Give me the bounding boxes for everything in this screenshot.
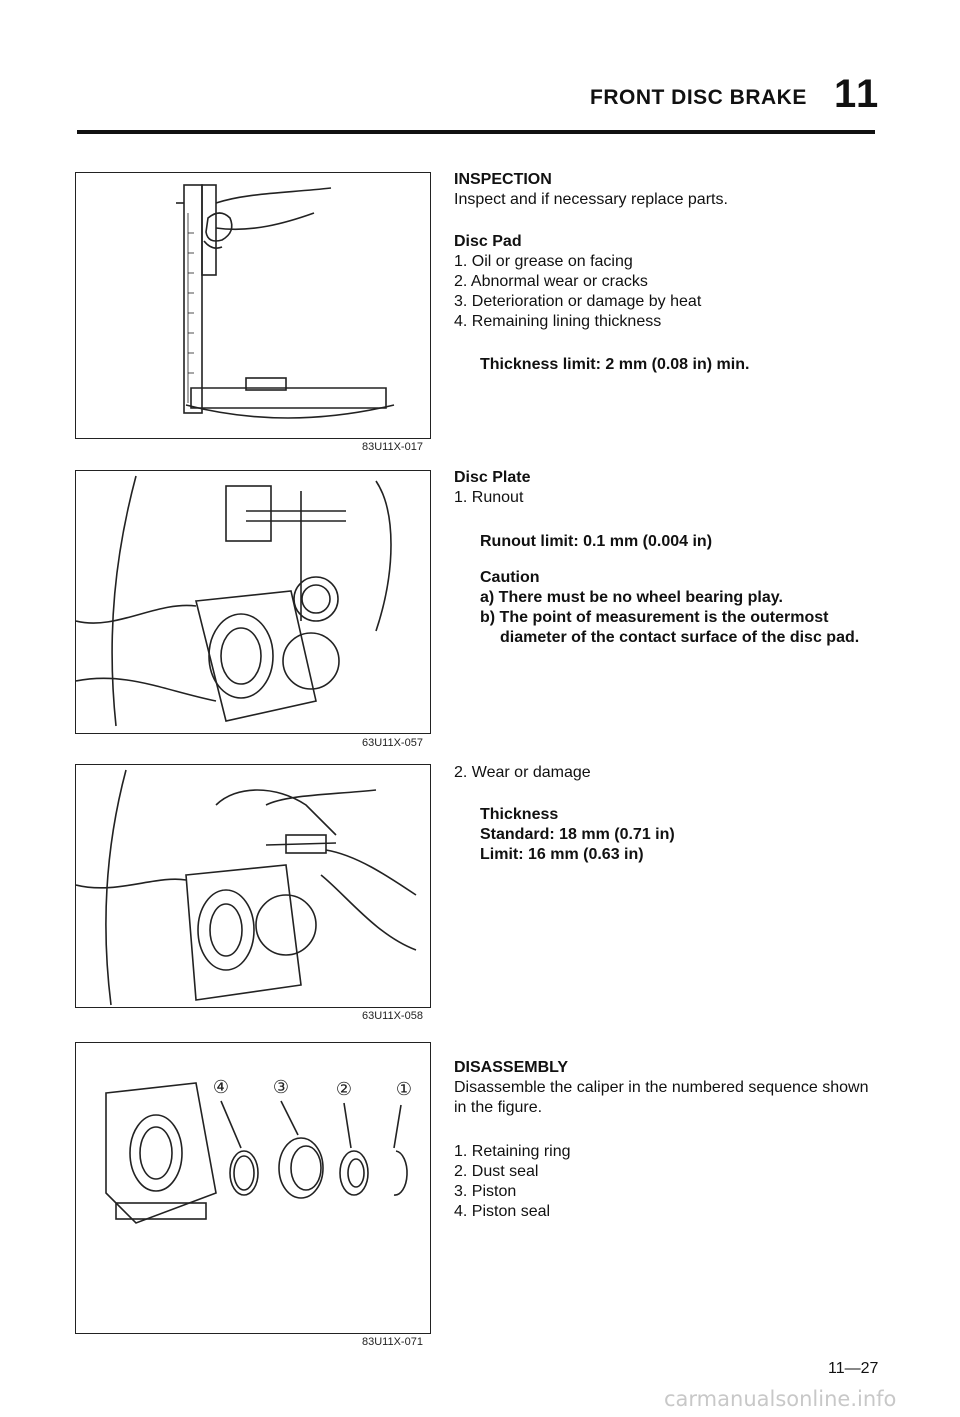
subsection-heading: Disc Plate [454, 469, 531, 486]
micrometer-illustration [76, 765, 430, 1007]
figure-pad-thickness [75, 172, 431, 439]
subsection-heading: Disc Pad [454, 233, 522, 250]
callout-2: ② [335, 1079, 353, 1100]
spec-value: Thickness limit: 2 mm (0.08 in) min. [480, 356, 750, 373]
list-item: 2. Abnormal wear or cracks [454, 273, 648, 290]
list-item: 1. Runout [454, 489, 524, 506]
callout-4: ④ [212, 1077, 230, 1098]
spec-block [480, 805, 675, 865]
inspection-section [454, 170, 728, 210]
figure-caption: 63U11X-058 [362, 1010, 423, 1022]
caution-box [480, 568, 880, 648]
list-item: 1. Retaining ring [454, 1143, 571, 1160]
caliper-exploded-illustration [76, 1043, 430, 1333]
figure-disc-runout [75, 470, 431, 734]
figure-caption: 83U11X-071 [362, 1336, 423, 1348]
figure-caption: 83U11X-017 [362, 441, 423, 453]
disc-plate-section [454, 468, 530, 508]
spec-value: Standard: 18 mm (0.71 in) [480, 826, 675, 843]
list-item: 3. Deterioration or damage by heat [454, 293, 702, 310]
spec-value: Runout limit: 0.1 mm (0.004 in) [480, 533, 713, 550]
page-title: FRONT DISC BRAKE [590, 86, 807, 109]
disassembly-list [454, 1142, 571, 1222]
chapter-number: 11 [834, 72, 881, 116]
watermark: carmanualsonline.info [664, 1387, 897, 1411]
list-item: 1. Oil or grease on facing [454, 253, 633, 270]
list-item: 3. Piston [454, 1183, 517, 1200]
list-item: 4. Remaining lining thickness [454, 313, 662, 330]
caution-item: a) There must be no wheel bearing play. [480, 589, 783, 606]
section-heading: INSPECTION [454, 171, 552, 188]
page-number: 11—27 [828, 1360, 879, 1377]
disassembly-section [454, 1058, 874, 1118]
section-heading: DISASSEMBLY [454, 1059, 569, 1076]
runout-illustration [76, 471, 430, 733]
section-intro: Disassemble the caliper in the numbered sequence shown in the figure. [454, 1079, 869, 1116]
figure-caption: 63U11X-057 [362, 737, 423, 749]
figure-disc-thickness [75, 764, 431, 1008]
list-item: 4. Piston seal [454, 1203, 551, 1220]
caution-heading: Caution [480, 569, 540, 586]
figure-caliper-disassembly [75, 1042, 431, 1334]
spec-value: Limit: 16 mm (0.63 in) [480, 846, 644, 863]
pad-gauge-illustration [76, 173, 430, 438]
callout-1: ① [395, 1079, 413, 1100]
disc-pad-section [454, 232, 701, 332]
header-rule [77, 130, 875, 134]
list-item: 2. Wear or damage [454, 764, 591, 781]
callout-3: ③ [272, 1077, 290, 1098]
spec-title: Thickness [480, 806, 559, 823]
section-intro: Inspect and if necessary replace parts. [454, 191, 728, 208]
list-item: 2. Dust seal [454, 1163, 539, 1180]
caution-item: b) The point of measurement is the outermost diameter of the contact surface of the disc pad. [480, 609, 860, 646]
